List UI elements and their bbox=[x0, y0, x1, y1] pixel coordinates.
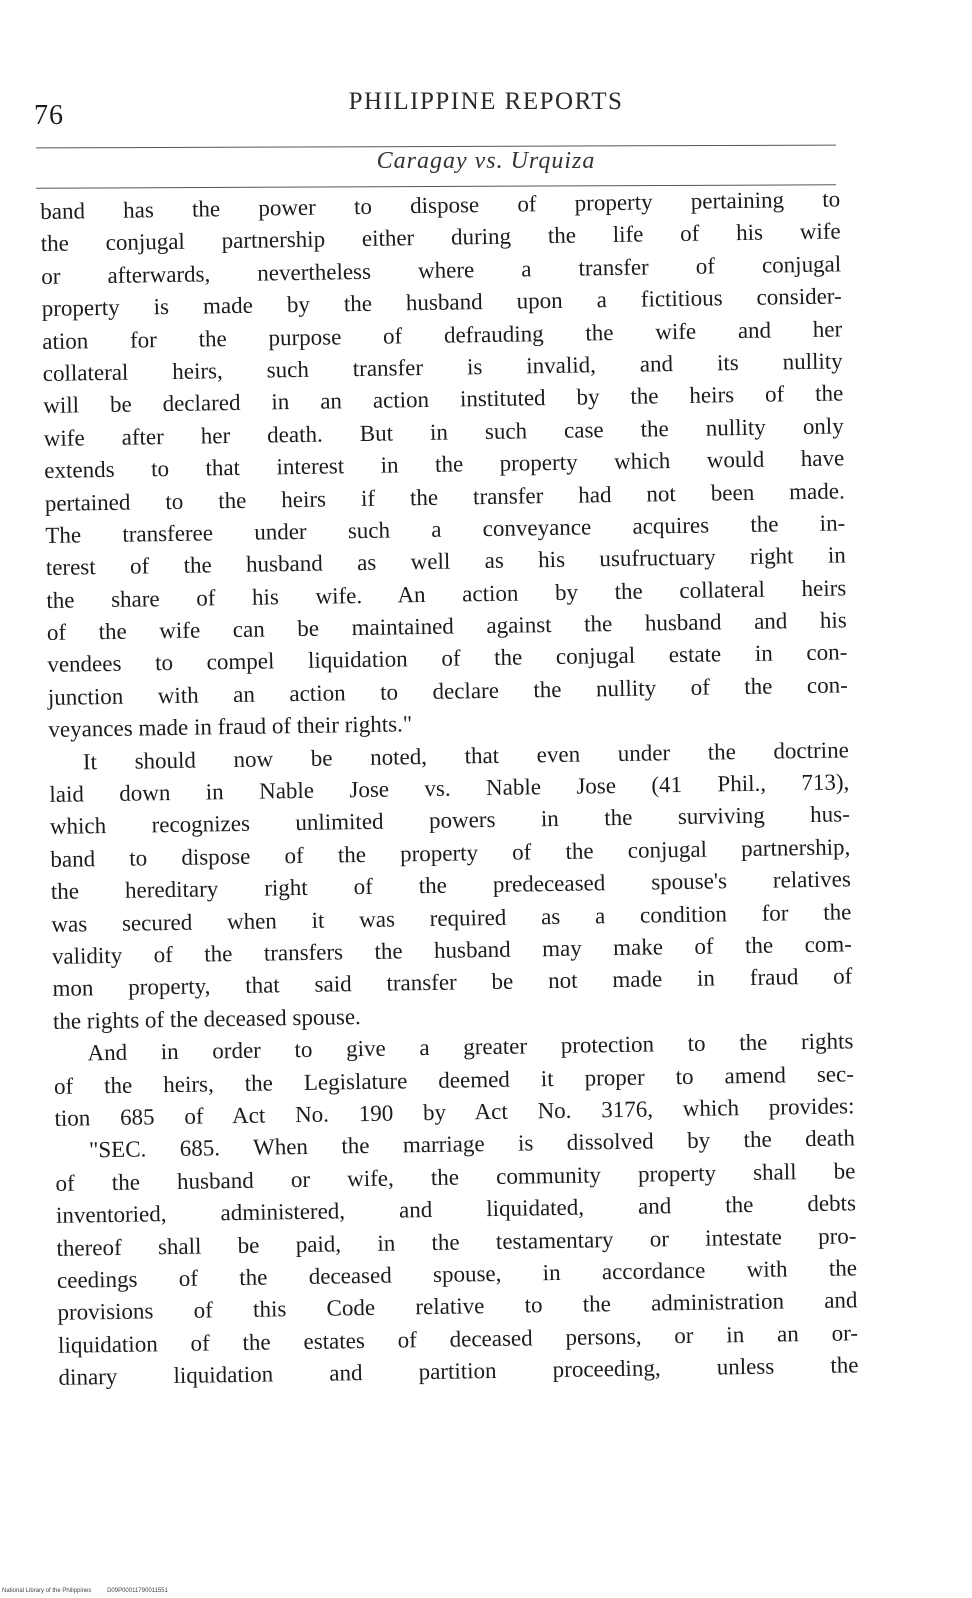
text-line: collateral heirs, such transfer is invalid, and its nullity bbox=[42, 348, 843, 386]
text-line: inventoried, administered, and liquidated, and the debts bbox=[55, 1190, 857, 1228]
text-line: liquidation of the estates of deceased persons, or in an or- bbox=[57, 1319, 859, 1358]
text-line: mon property, that said transfer be not made in fraud of bbox=[52, 963, 853, 1002]
footer-library: National Library of the Philippines bbox=[2, 1588, 92, 1594]
text-line: property is made by the husband upon a fictitious consider- bbox=[41, 283, 842, 322]
footer bbox=[2, 1588, 182, 1594]
text-line: tion 685 of Act No. 190 by Act No. 3176, which provides: bbox=[54, 1093, 855, 1131]
text-line: the share of his wife. An action by the collateral heirs bbox=[46, 575, 847, 613]
text-line: will be declared in an action instituted by the heirs of the bbox=[43, 380, 844, 419]
text-line: vendees to compel liquidation of the conjugal estate in con- bbox=[47, 639, 848, 678]
body-text bbox=[40, 183, 859, 1394]
text-line: terest of the husband as well as his usufructuary right in bbox=[45, 542, 846, 581]
text-line: of the wife can be maintained against the husband and his bbox=[46, 607, 847, 646]
text-line: laid down in Nable Jose vs. Nable Jose (41 Phil., 713), bbox=[49, 769, 850, 807]
text-line: of the husband or wife, the community property shall be bbox=[55, 1158, 856, 1196]
text-line: pertained to the heirs if the transfer had not been made. bbox=[44, 477, 845, 516]
text-line: It should now be noted, that even under the doctrine bbox=[82, 737, 849, 775]
text-line: the conjugal partnership either during the life of his wife bbox=[40, 218, 841, 257]
footer-code: D09P00011790011551 bbox=[107, 1588, 168, 1594]
text-line: the hereditary right of the predeceased spouse's relatives bbox=[50, 866, 852, 905]
text-line: or afterwards, nevertheless where a transfer of conjugal bbox=[41, 251, 842, 289]
text-line: wife after her death. But in such case the nullity only bbox=[43, 413, 844, 451]
text-line: thereof shall be paid, in the testamentary or intestate pro- bbox=[56, 1222, 857, 1261]
text-line: The transferee under such a conveyance acquires the in- bbox=[45, 510, 846, 548]
text-line: "SEC. 685. When the marriage is dissolved by the death bbox=[88, 1125, 856, 1163]
page-number: 76 bbox=[34, 100, 64, 131]
text-line: of the heirs, the Legislature deemed it proper to amend sec- bbox=[53, 1060, 855, 1099]
text-line: And in order to give a greater protection to the rights bbox=[87, 1028, 854, 1066]
text-line: band to dispose of the property of the conjugal partnership, bbox=[50, 834, 851, 872]
text-line: which recognizes unlimited powers in the surviving hus- bbox=[49, 801, 851, 840]
text-line: was secured when it was required as a condition for the bbox=[51, 898, 852, 937]
text-line: provisions of this Code relative to the administration and bbox=[57, 1287, 858, 1326]
text-line: the rights of the deceased spouse. bbox=[52, 1003, 361, 1034]
text-line: extends to that interest in the property which would have bbox=[44, 445, 845, 484]
running-head: PHILIPPINE REPORTS bbox=[348, 88, 624, 115]
text-line: validity of the transfers the husband may make of the com- bbox=[51, 931, 853, 969]
text-line: ceedings of the deceased spouse, in accordance with the bbox=[56, 1255, 858, 1293]
case-title: Caragay vs. Urquiza bbox=[376, 148, 596, 174]
text-line: veyances made in fraud of their rights." bbox=[48, 711, 413, 743]
text-line: junction with an action to declare the nullity of the con- bbox=[47, 672, 848, 710]
text-line: dinary liquidation and partition proceeding, unless the bbox=[58, 1352, 859, 1390]
text-line: band has the power to dispose of property pertaining to bbox=[40, 186, 841, 224]
text-line: ation for the purpose of defrauding the wife and her bbox=[42, 315, 843, 354]
